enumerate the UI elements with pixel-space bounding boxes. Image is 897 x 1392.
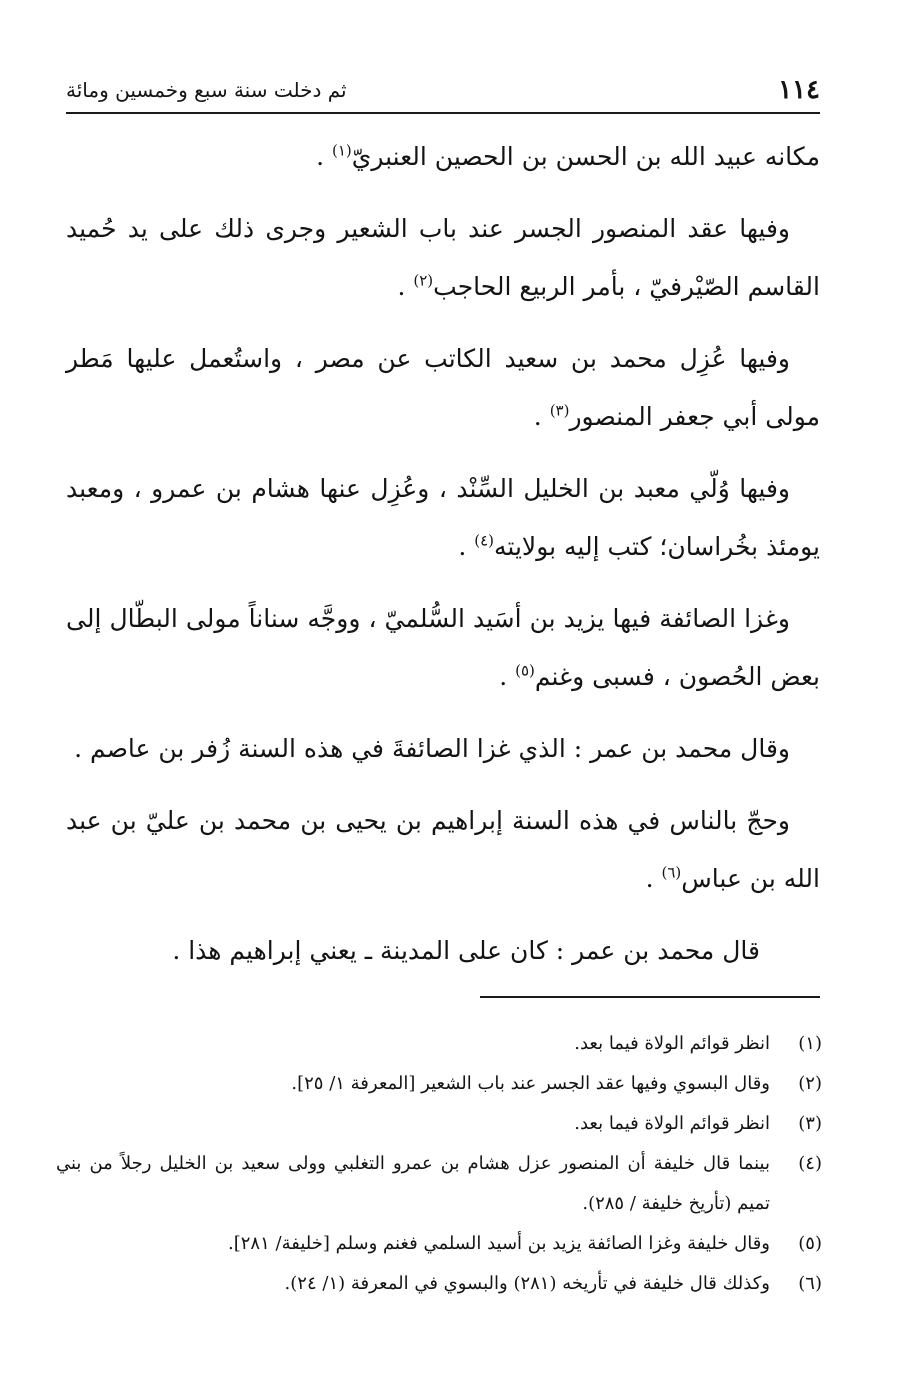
page-number: ١١٤ <box>778 75 820 105</box>
footnote <box>56 1104 822 1144</box>
paragraph: وحجّ بالناس في هذه السنة إبراهيم بن يحيى بن محمد بن عليّ بن عبد الله بن عباس$^{(٦)}$ . <box>66 806 820 893</box>
paragraph: وغزا الصائفة فيها يزيد بن أسَيد السُّلميّ ، ووجَّه سناناً مولى البطّال إلى بعض الحُصون ، فسبى وغنم$^{(٥)}$ . <box>66 604 820 691</box>
footnote-number: (٥) <box>798 1233 822 1254</box>
footnote <box>56 1264 822 1304</box>
footnote-text: وقال البسوي وفيها عقد الجسر عند باب الشعير [المعرفة ١/ ٢٥]. <box>291 1073 770 1094</box>
footnote-text: انظر قوائم الولاة فيما بعد. <box>574 1033 770 1054</box>
running-title: ثم دخلت سنة سبع وخمسين ومائة <box>66 78 347 102</box>
footnote-ref[interactable]: (٥) <box>515 661 535 680</box>
footnote-ref[interactable]: (٢) <box>413 271 434 290</box>
footnote-number: (٢) <box>798 1073 822 1094</box>
paragraph: وفيها وُلّي معبد بن الخليل السِّنْد ، وعُزِل عنها هشام بن عمرو ، ومعبد يومئذ بخُراسان؛ كتب إليه بولايته$^{(٤)}$ . <box>66 474 820 561</box>
paragraph: وقال محمد بن عمر : الذي غزا الصائفةَ في هذه السنة زُفر بن عاصم . <box>74 734 790 763</box>
footnote-text: وقال خليفة وغزا الصائفة يزيد بن أسيد السلمي فغنم وسلم [خليفة/ ٢٨١]. <box>228 1233 770 1254</box>
footnote-number: (٤) <box>798 1153 822 1174</box>
main-text <box>66 128 820 994</box>
footnote-ref[interactable]: (٤) <box>474 531 495 550</box>
footnote-text: انظر قوائم الولاة فيما بعد. <box>574 1113 770 1134</box>
footnote-text: وكذلك قال خليفة في تأريخه (٢٨١) والبسوي في المعرفة (١/ ٢٤). <box>284 1273 770 1294</box>
footnote-divider <box>480 996 820 998</box>
footnote-number: (٣) <box>798 1113 822 1134</box>
footnote-text: بينما قال خليفة أن المنصور عزل هشام بن عمرو التغلبي وولى سعيد بن الخليل رجلاً من بني تميم (تأريخ خليفة / ٢٨٥). <box>56 1153 770 1214</box>
footnote-number: (١) <box>798 1033 822 1054</box>
footnote-ref[interactable]: (١) <box>332 141 352 160</box>
paragraph: وفيها عُزِل محمد بن سعيد الكاتب عن مصر ، واستُعمل عليها مَطر مولى أبي جعفر المنصور$^{(٣)}$ . <box>66 344 820 431</box>
footnote <box>56 1024 822 1064</box>
footnote <box>56 1224 822 1264</box>
footnote-ref[interactable]: (٦) <box>661 863 682 882</box>
footnote-ref[interactable]: (٣) <box>549 401 570 420</box>
footnote-number: (٦) <box>798 1273 822 1294</box>
paragraph: مكانه عبيد الله بن الحسن بن الحصين العنبريّ$^{(١)}$ . <box>316 141 820 171</box>
footnote <box>56 1144 822 1224</box>
footnote <box>56 1064 822 1104</box>
paragraph: قال محمد بن عمر : كان على المدينة ـ يعني إبراهيم هذا . <box>172 936 760 965</box>
page-header <box>66 68 820 114</box>
paragraph: وفيها عقد المنصور الجسر عند باب الشعير وجرى ذلك على يد حُميد القاسم الصّيْرفيّ ، بأمر الربيع الحاجب$^{(٢)}$ . <box>66 214 820 301</box>
footnotes <box>56 1024 822 1304</box>
